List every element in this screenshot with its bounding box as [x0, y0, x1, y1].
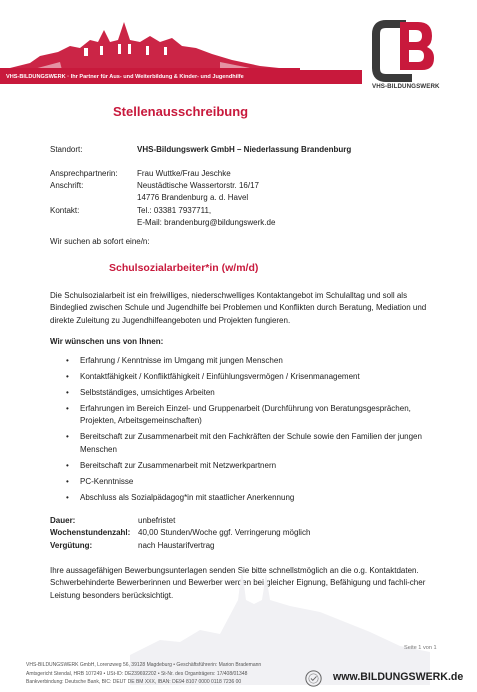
kontakt-label: Kontakt:	[50, 206, 80, 215]
intro-text: Wir suchen ab sofort eine/n:	[50, 237, 150, 246]
terms-block	[50, 515, 440, 552]
bullet-icon: •	[66, 372, 69, 381]
list-item	[66, 431, 446, 456]
list-item	[66, 403, 446, 428]
standort-value: VHS-Bildungswerk GmbH – Niederlassung Brandenburg	[137, 145, 352, 154]
list-item	[66, 476, 446, 488]
wish-text: PC-Kenntnisse	[80, 476, 134, 486]
page-title: Stellenausschreibung	[113, 104, 249, 119]
standort-label: Standort:	[50, 145, 83, 154]
page-number: Seite 1 von 1	[404, 645, 437, 651]
wish-text: Abschluss als Sozialpädagog*in mit staatlicher Anerkennung	[80, 492, 295, 502]
bullet-icon: •	[66, 432, 69, 442]
list-item	[66, 460, 446, 472]
list-item	[66, 492, 446, 504]
list-item	[66, 371, 446, 383]
anschrift-label: Anschrift:	[50, 181, 84, 190]
wish-text: Erfahrungen im Bereich Einzel- und Gruppenarbeit (Durchführung von Beratungsgesprächen, Projekten, Arbeitsgemeinschaften)	[80, 404, 411, 426]
kontakt-tel: Tel.: 03381 7937711,	[137, 206, 212, 215]
wish-text: Bereitschaft zur Zusammenarbeit mit den Fachkräften der Schule sowie den Familien der jungen Menschen	[80, 432, 422, 454]
website-link[interactable]: www.BILDUNGSWERK.de	[333, 671, 464, 683]
closing-paragraph: Ihre aussagefähigen Bewerbungsunterlagen senden Sie bitte schnellstmöglich an die o.g. Kontaktdaten. Schwerbehinderte Bewerberinnen und Bewerber werden bei gleicher Eignung, Befähigung und fachli-cher Leistung besonders berücksichtigt.	[50, 566, 426, 600]
footer-line-2: Amtsgericht Stendal, HRB 107249 • USt-ID: DE239692202 • St-Nr. des Organträgers: 17/408/01348	[26, 670, 248, 677]
cb-logo-icon	[372, 20, 442, 82]
dauer-label: Dauer:	[50, 516, 76, 525]
wishes-heading: Wir wünschen uns von Ihnen:	[50, 337, 164, 346]
terms-row-verguetung	[50, 540, 440, 552]
ansprech-label: Ansprechpartnerin:	[50, 169, 118, 178]
bullet-icon: •	[66, 356, 69, 365]
job-description	[50, 290, 440, 327]
wish-text: Selbstständiges, umsichtiges Arbeiten	[80, 388, 215, 397]
terms-row-stunden	[50, 527, 440, 539]
wish-text: Bereitschaft zur Zusammenarbeit mit Netzwerkpartnern	[80, 460, 277, 470]
terms-row-dauer	[50, 515, 440, 527]
bullet-icon: •	[66, 404, 69, 413]
certification-seal-icon	[305, 670, 322, 687]
anschrift-line1: Neustädtische Wassertorstr. 16/17	[137, 181, 259, 190]
bullet-icon: •	[66, 460, 69, 470]
job-title: Schulsozialarbeiter*in (w/m/d)	[109, 262, 259, 274]
kontakt-mail[interactable]: E-Mail: brandenburg@bildungswerk.de	[137, 218, 276, 227]
ansprech-value: Frau Wuttke/Frau Jeschke	[137, 169, 231, 178]
wishes-list	[66, 355, 446, 508]
stunden-label: Wochenstundenzahl:	[50, 528, 131, 538]
list-item	[66, 355, 446, 367]
city-skyline-icon	[0, 18, 300, 74]
dauer-value: unbefristet	[138, 516, 176, 525]
footer-legal	[26, 661, 261, 687]
bullet-icon: •	[66, 476, 69, 486]
verguetung-label: Vergütung:	[50, 540, 93, 550]
header-tagline-bar: VHS-BILDUNGSWERK · Ihr Partner für Aus- und Weiterbildung & Kinder- und Jugendhilfe	[0, 70, 362, 84]
footer-line-1: VHS-BILDUNGSWERK GmbH, Lorenzweg 56, 39128 Magdeburg • Geschäftsführerin: Marion Brademann	[26, 662, 262, 668]
wish-text: Erfahrung / Kenntnisse im Umgang mit jungen Menschen	[80, 356, 283, 365]
footer-line-3: Bankverbindung: Deutsche Bank, BIC: DEUT DE BM XXX, IBAN: DE94 8107 0000 0118 7236 00	[26, 679, 242, 686]
list-item	[66, 387, 446, 399]
verguetung-value: nach Haustarifvertrag	[138, 540, 215, 550]
job-description-text: Die Schulsozialarbeit ist ein freiwilliges, niederschwelliges Kontaktangebot im Schulalltag und soll als Bindeglied zwischen Schule und Jugendhilfe bei Problemen und Konflikten durch Beratung, Mediation und direkte Zuleitung zu Jugendhilfeangeboten und Projekten fungieren.	[50, 291, 427, 325]
stunden-value: 40,00 Stunden/Woche ggf. Verringerung möglich	[138, 528, 311, 538]
wish-text: Kontaktfähigkeit / Konfliktfähigkeit / Einfühlungsvermögen / Krisenmanagement	[80, 372, 360, 381]
logo-caption: VHS-BILDUNGSWERK	[372, 83, 440, 90]
bullet-icon: •	[66, 492, 69, 502]
bullet-icon: •	[66, 388, 69, 397]
anschrift-line2: 14776 Brandenburg a. d. Havel	[137, 193, 249, 202]
